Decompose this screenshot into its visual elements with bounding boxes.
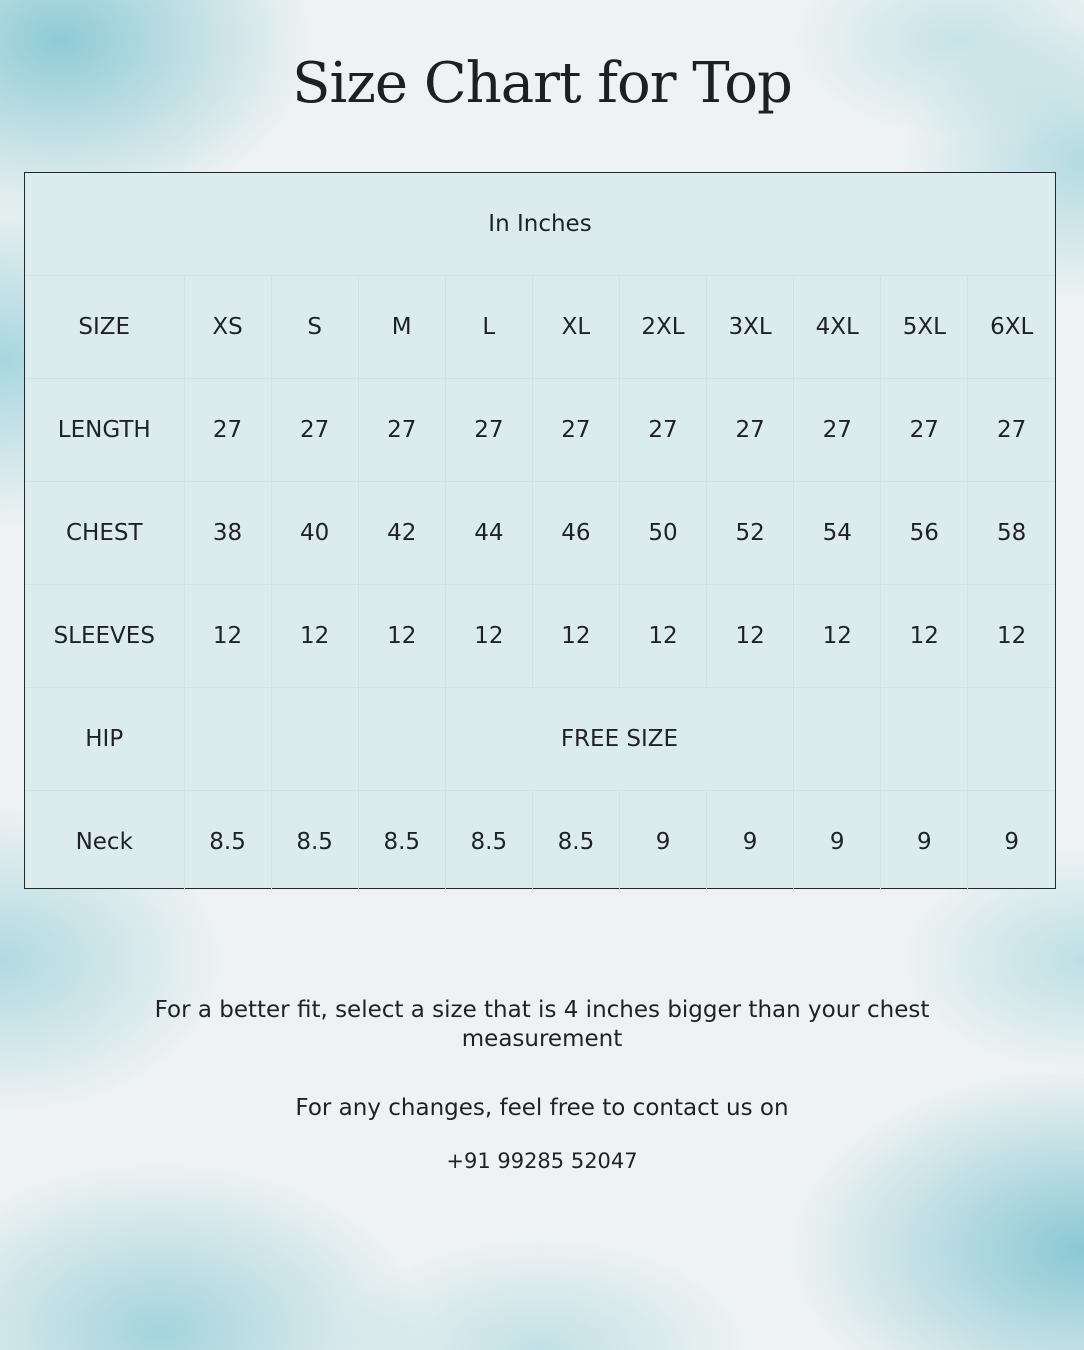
table-cell-empty xyxy=(968,688,1055,791)
table-cell: 27 xyxy=(619,379,706,482)
size-header-s: S xyxy=(271,276,358,379)
table-cell: 8.5 xyxy=(445,791,532,894)
table-cell: 44 xyxy=(445,482,532,585)
neck-row xyxy=(25,791,1055,894)
table-cell: 8.5 xyxy=(184,791,271,894)
size-header-6xl: 6XL xyxy=(968,276,1055,379)
table-cell: 50 xyxy=(619,482,706,585)
table-cell: 27 xyxy=(707,379,794,482)
table-cell: 27 xyxy=(184,379,271,482)
row-label: SLEEVES xyxy=(25,585,184,688)
sleeves-row xyxy=(25,585,1055,688)
table-cell: 12 xyxy=(271,585,358,688)
fit-advice-note: For a better fit, select a size that is 4 inches bigger than your chest measurement xyxy=(154,997,930,1052)
table-cell: 9 xyxy=(619,791,706,894)
table-cell: 12 xyxy=(358,585,445,688)
table-cell: 8.5 xyxy=(271,791,358,894)
table-cell: 40 xyxy=(271,482,358,585)
table-cell: 9 xyxy=(794,791,881,894)
table-cell: 8.5 xyxy=(532,791,619,894)
table-cell-empty xyxy=(794,688,881,791)
table-cell: 27 xyxy=(881,379,968,482)
chest-row xyxy=(25,482,1055,585)
size-header-5xl: 5XL xyxy=(881,276,968,379)
size-header-row xyxy=(25,276,1055,379)
size-chart-table xyxy=(24,172,1056,889)
table-cell: 12 xyxy=(532,585,619,688)
table-cell: 8.5 xyxy=(358,791,445,894)
table-cell: 9 xyxy=(968,791,1055,894)
table-cell: 38 xyxy=(184,482,271,585)
table-cell: 12 xyxy=(184,585,271,688)
table-cell: 42 xyxy=(358,482,445,585)
table-cell: 52 xyxy=(707,482,794,585)
size-header-m: M xyxy=(358,276,445,379)
size-header-4xl: 4XL xyxy=(794,276,881,379)
caption-row xyxy=(25,173,1055,276)
table-cell: 12 xyxy=(707,585,794,688)
phone-number: +91 99285 52047 xyxy=(446,1149,638,1173)
table-cell: 9 xyxy=(707,791,794,894)
table-cell: 12 xyxy=(619,585,706,688)
length-row xyxy=(25,379,1055,482)
size-header-2xl: 2XL xyxy=(619,276,706,379)
table-cell-empty xyxy=(184,688,271,791)
table-cell: 58 xyxy=(968,482,1055,585)
table-cell: 27 xyxy=(968,379,1055,482)
table-cell: 12 xyxy=(445,585,532,688)
table-cell-empty xyxy=(271,688,358,791)
table-cell: 12 xyxy=(881,585,968,688)
table-cell: 12 xyxy=(794,585,881,688)
table-cell: 9 xyxy=(881,791,968,894)
row-label: LENGTH xyxy=(25,379,184,482)
size-header-label: SIZE xyxy=(25,276,184,379)
contact-note: For any changes, feel free to contact us on xyxy=(295,1095,789,1121)
hip-row xyxy=(25,688,1055,791)
size-table xyxy=(25,173,1055,893)
table-cell: 56 xyxy=(881,482,968,585)
table-cell-empty xyxy=(358,688,445,791)
table-cell: 27 xyxy=(358,379,445,482)
table-cell: 27 xyxy=(794,379,881,482)
table-cell: 27 xyxy=(532,379,619,482)
table-cell: 12 xyxy=(968,585,1055,688)
units-caption: In Inches xyxy=(25,173,1055,276)
table-cell: 27 xyxy=(271,379,358,482)
row-label: CHEST xyxy=(25,482,184,585)
hip-free-size: FREE SIZE xyxy=(445,688,793,791)
table-cell: 27 xyxy=(445,379,532,482)
table-cell-empty xyxy=(881,688,968,791)
row-label: Neck xyxy=(25,791,184,894)
row-label: HIP xyxy=(25,688,184,791)
page-title: Size Chart for Top xyxy=(292,51,792,116)
size-header-l: L xyxy=(445,276,532,379)
size-header-xs: XS xyxy=(184,276,271,379)
table-cell: 54 xyxy=(794,482,881,585)
size-header-3xl: 3XL xyxy=(707,276,794,379)
table-cell: 46 xyxy=(532,482,619,585)
size-header-xl: XL xyxy=(532,276,619,379)
